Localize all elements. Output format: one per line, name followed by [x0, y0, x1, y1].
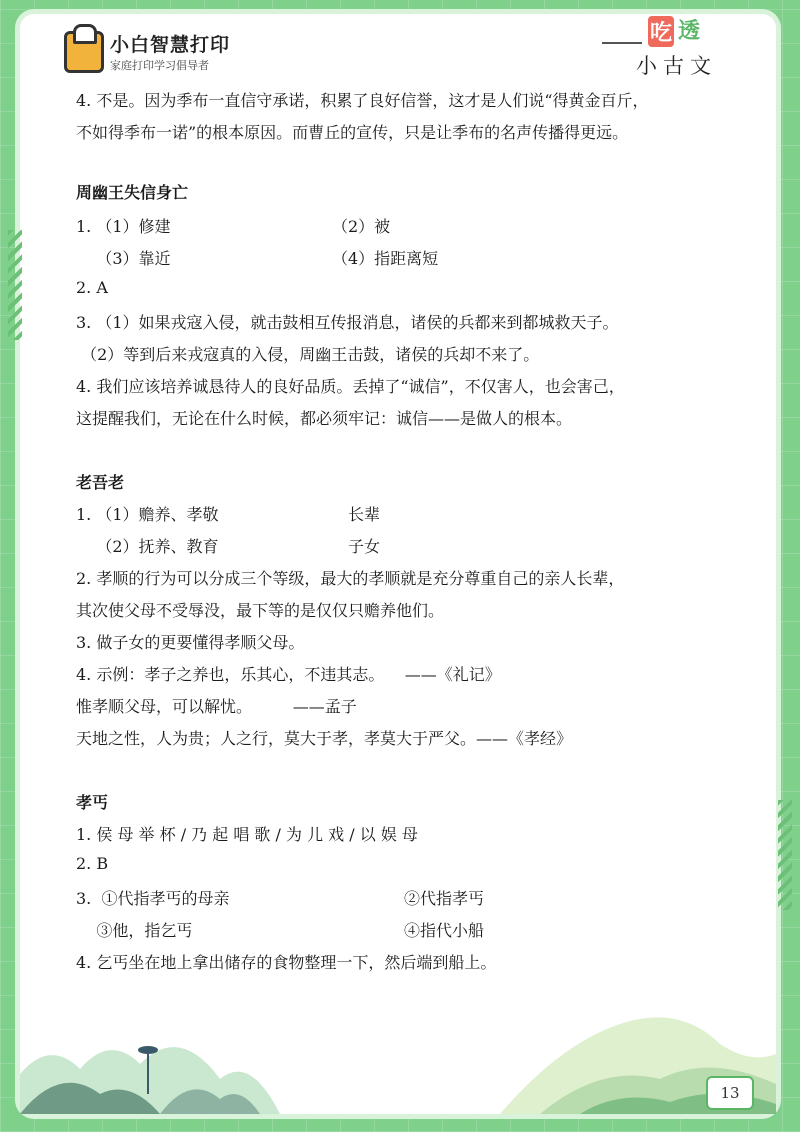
text-line: 2. 孝顺的行为可以分成三个等级，最大的孝顺就是充分尊重自己的亲人长辈，	[76, 569, 625, 588]
text-line: 4. 示例：孝子之养也，乐其心，不违其志。 ——《礼记》	[76, 665, 501, 684]
text-line: 子女	[348, 537, 381, 556]
text-line: 4. 我们应该培养诚恳待人的良好品质。丢掉了“诚信”，不仅害人，也会害己，	[76, 377, 625, 396]
text-line: （2）抚养、教育	[76, 537, 219, 556]
text-line: 惟孝顺父母，可以解忧。 ——孟子	[76, 697, 357, 716]
brand-top-2: 透	[678, 19, 701, 44]
logo-subtitle: 家庭打印学习倡导者	[110, 59, 209, 72]
logo	[64, 30, 230, 73]
page-number: 13	[706, 1076, 754, 1110]
text-line: 4. 乞丐坐在地上拿出储存的食物整理一下，然后端到船上。	[76, 953, 497, 972]
text-line: 2. A	[76, 278, 108, 297]
text-line: （2）等到后来戎寇真的入侵，周幽王击鼓，诸侯的兵却不来了。	[76, 345, 540, 364]
text-line: 3. ①代指孝丐的母亲	[76, 889, 230, 908]
text-line: （3）靠近	[76, 249, 171, 268]
text-line: 其次使父母不受辱没，最下等的是仅仅只赡养他们。	[76, 601, 445, 620]
text-line: 1. （1）修建	[76, 217, 171, 236]
text-line: ④指代小船	[404, 921, 485, 940]
printer-mascot-icon	[64, 31, 104, 73]
text-line: 不如得季布一诺”的根本原因。而曹丘的宣传，只是让季布的名声传播得更远。	[76, 123, 629, 142]
text-line: 1. （1）赡养、孝敬	[76, 505, 219, 524]
text-line: 天地之性，人为贵；人之行，莫大于孝，孝莫大于严父。——《孝经》	[76, 729, 573, 748]
left-stripe-decoration	[8, 230, 22, 340]
brand-mark	[602, 16, 752, 78]
text-line: 2. B	[76, 854, 109, 873]
text-line: ②代指孝丐	[404, 889, 485, 908]
brand-line	[602, 42, 642, 44]
text-line: 4. 不是。因为季布一直信守承诺，积累了良好信誉，这才是人们说“得黄金百斤，	[76, 91, 649, 110]
text-line: ③他，指乞丐	[76, 921, 193, 940]
right-stripe-decoration	[778, 800, 792, 910]
section-title: 孝丐	[76, 793, 109, 812]
text-line: 3. 做子女的更要懂得孝顺父母。	[76, 633, 305, 652]
logo-title: 小白智慧打印	[110, 34, 231, 56]
text-line: 长辈	[348, 505, 381, 524]
section-title: 老吾老	[76, 473, 125, 492]
brand-bottom: 小古文	[636, 54, 717, 78]
text-line: （4）指距离短	[332, 249, 439, 268]
text-line: 1. 侯 母 举 杯 / 乃 起 唱 歌 / 为 儿 戏 / 以 娱 母	[76, 825, 418, 844]
page-frame	[20, 14, 776, 1114]
mountain-decoration	[20, 984, 776, 1114]
text-line: 这提醒我们，无论在什么时候，都必须牢记：诚信——是做人的根本。	[76, 409, 573, 428]
section-title: 周幽王失信身亡	[76, 183, 189, 202]
text-line: 3. （1）如果戎寇入侵，就击鼓相互传报消息，诸侯的兵都来到都城救天子。	[76, 313, 619, 332]
brand-top-1: 吃	[648, 16, 674, 47]
text-line: （2）被	[332, 217, 391, 236]
